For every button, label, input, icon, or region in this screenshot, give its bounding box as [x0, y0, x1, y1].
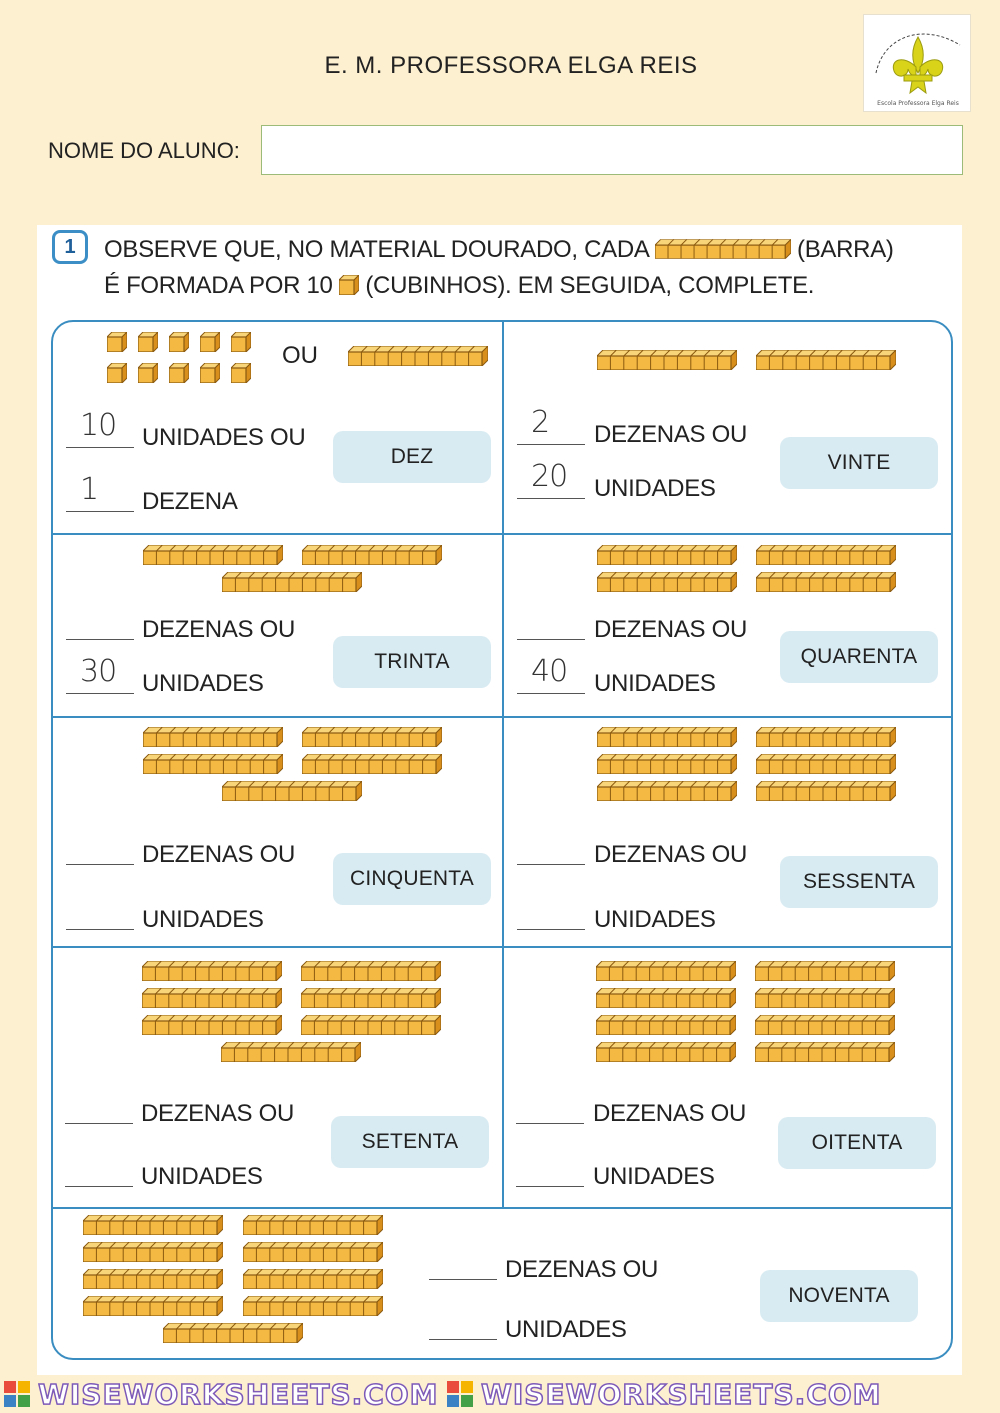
answer-blank[interactable] [517, 886, 585, 930]
ten-bar-icon [142, 1015, 282, 1035]
number-word-box: SESSENTA [780, 856, 938, 908]
ten-bar-icon [597, 350, 737, 370]
unit-cube-icon [169, 332, 189, 352]
student-name-label: NOME DO ALUNO: [48, 138, 240, 163]
ten-bar-icon [142, 988, 282, 1008]
answer-blank[interactable] [516, 1143, 584, 1187]
number-word-box: DEZ [333, 431, 491, 483]
ten-bar-icon [83, 1215, 223, 1235]
grid-divider [502, 322, 504, 1207]
instruction-line-2-end: (CUBINHOS). EM SEGUIDA, COMPLETE. [365, 272, 815, 299]
handwritten-answer: 20 [531, 459, 568, 494]
student-name-input[interactable] [261, 125, 963, 175]
answer-blank[interactable] [516, 1080, 584, 1124]
answer-blank[interactable] [517, 401, 585, 445]
ten-bar-icon [597, 727, 737, 747]
unit-cube-icon [231, 332, 251, 352]
number-word-box: NOVENTA [760, 1270, 918, 1322]
ten-bar-icon [755, 1015, 895, 1035]
ten-bar-icon [756, 350, 896, 370]
answer-blank[interactable] [429, 1236, 497, 1280]
ten-bar-icon [301, 1015, 441, 1035]
watermark-footer [0, 1378, 1000, 1413]
quantity-label: UNIDADES [594, 906, 716, 933]
watermark-text: WISEWORKSHEETS.COM [38, 1378, 439, 1411]
ten-bar-icon [143, 754, 283, 774]
unit-cube-icon [169, 363, 189, 383]
quantity-label: UNIDADES [142, 906, 264, 933]
ten-bar-icon [756, 727, 896, 747]
quantity-label: DEZENAS OU [594, 841, 748, 868]
answer-blank[interactable] [66, 821, 134, 865]
number-word-box: SETENTA [331, 1116, 489, 1168]
ten-bar-icon [596, 988, 736, 1008]
quantity-label: DEZENAS OU [141, 1100, 295, 1127]
school-name: E. M. PROFESSORA ELGA REIS [324, 52, 698, 79]
answer-blank[interactable] [66, 468, 134, 512]
ten-bar-icon [163, 1323, 303, 1343]
answer-blank[interactable] [517, 821, 585, 865]
quantity-label: DEZENAS OU [142, 616, 296, 643]
quantity-label: DEZENAS OU [505, 1256, 659, 1283]
quantity-label: DEZENAS OU [594, 616, 748, 643]
ten-bar-icon [142, 961, 282, 981]
ten-bar-icon [83, 1296, 223, 1316]
ten-bar-icon [597, 781, 737, 801]
handwritten-answer: 1 [80, 472, 99, 507]
quantity-label: UNIDADES [141, 1163, 263, 1190]
number-word-box: QUARENTA [780, 631, 938, 683]
ten-bar-icon [756, 572, 896, 592]
number-word-box: TRINTA [333, 636, 491, 688]
number-word-box: VINTE [780, 437, 938, 489]
instruction-line-1-text: OBSERVE QUE, NO MATERIAL DOURADO, CADA [104, 236, 649, 263]
wise-logo-icon [4, 1381, 30, 1407]
ten-bar-icon [596, 1015, 736, 1035]
answer-blank[interactable] [65, 1143, 133, 1187]
cube-icon [339, 275, 359, 295]
ten-bar-icon [597, 754, 737, 774]
unit-cube-icon [138, 363, 158, 383]
or-label: OU [282, 342, 318, 369]
fleur-de-lis-icon [864, 15, 972, 113]
quantity-label: UNIDADES [594, 475, 716, 502]
watermark-text: WISEWORKSHEETS.COM [480, 1378, 882, 1411]
unit-cube-icon [231, 363, 251, 383]
ten-bar-icon [83, 1242, 223, 1262]
unit-cube-icon [107, 363, 127, 383]
ten-bar-icon [222, 781, 362, 801]
handwritten-answer: 2 [531, 405, 550, 440]
ten-bar-icon [143, 545, 283, 565]
instruction-line-1 [104, 236, 894, 264]
question-number-badge: 1 [52, 230, 88, 264]
unit-cube-icon [200, 363, 220, 383]
bar-icon [655, 239, 791, 259]
answer-blank[interactable] [517, 596, 585, 640]
school-logo [863, 14, 971, 112]
number-word-box: OITENTA [778, 1117, 936, 1169]
unit-cube-icon [200, 332, 220, 352]
instruction-line-1-end: (BARRA) [797, 236, 894, 263]
quantity-label: DEZENAS OU [593, 1100, 747, 1127]
instruction-line-2 [104, 272, 814, 300]
ten-bar-icon [143, 727, 283, 747]
ten-bar-icon [756, 781, 896, 801]
quantity-label: UNIDADES [142, 670, 264, 697]
ten-bar-icon [222, 572, 362, 592]
answer-blank[interactable] [429, 1296, 497, 1340]
ten-bar-icon [755, 1042, 895, 1062]
ten-bar-icon [755, 961, 895, 981]
ten-bar-icon [756, 754, 896, 774]
ten-bar-icon [83, 1269, 223, 1289]
handwritten-answer: 40 [531, 654, 568, 689]
ten-bar-icon [302, 754, 442, 774]
quantity-label: DEZENA [142, 488, 238, 515]
ten-bar-icon [301, 961, 441, 981]
quantity-label: UNIDADES [593, 1163, 715, 1190]
ten-bar-icon [243, 1269, 383, 1289]
svg-text:Escola Professora Elga Reis: Escola Professora Elga Reis [877, 100, 959, 107]
ten-bar-icon [302, 545, 442, 565]
ten-bar-icon [348, 346, 488, 366]
grid-divider [52, 1207, 952, 1209]
ten-bar-icon [597, 572, 737, 592]
unit-cube-icon [107, 332, 127, 352]
number-word-box: CINQUENTA [333, 853, 491, 905]
quantity-label: DEZENAS OU [594, 421, 748, 448]
ten-bar-icon [243, 1215, 383, 1235]
quantity-label: DEZENAS OU [142, 841, 296, 868]
handwritten-answer: 10 [80, 408, 117, 443]
ten-bar-icon [301, 988, 441, 1008]
answer-blank[interactable] [66, 886, 134, 930]
quantity-label: UNIDADES [594, 670, 716, 697]
answer-blank[interactable] [66, 596, 134, 640]
unit-cube-icon [138, 332, 158, 352]
ten-bar-icon [243, 1242, 383, 1262]
quantity-label: UNIDADES OU [142, 424, 306, 451]
ten-bar-icon [243, 1296, 383, 1316]
ten-bar-icon [221, 1042, 361, 1062]
ten-bar-icon [596, 961, 736, 981]
wise-logo-icon [447, 1381, 473, 1407]
ten-bar-icon [596, 1042, 736, 1062]
quantity-label: UNIDADES [505, 1316, 627, 1343]
instruction-line-2-text: É FORMADA POR 10 [104, 272, 333, 299]
ten-bar-icon [756, 545, 896, 565]
answer-blank[interactable] [65, 1080, 133, 1124]
ten-bar-icon [302, 727, 442, 747]
ten-bar-icon [755, 988, 895, 1008]
ten-bar-icon [597, 545, 737, 565]
handwritten-answer: 30 [80, 654, 117, 689]
